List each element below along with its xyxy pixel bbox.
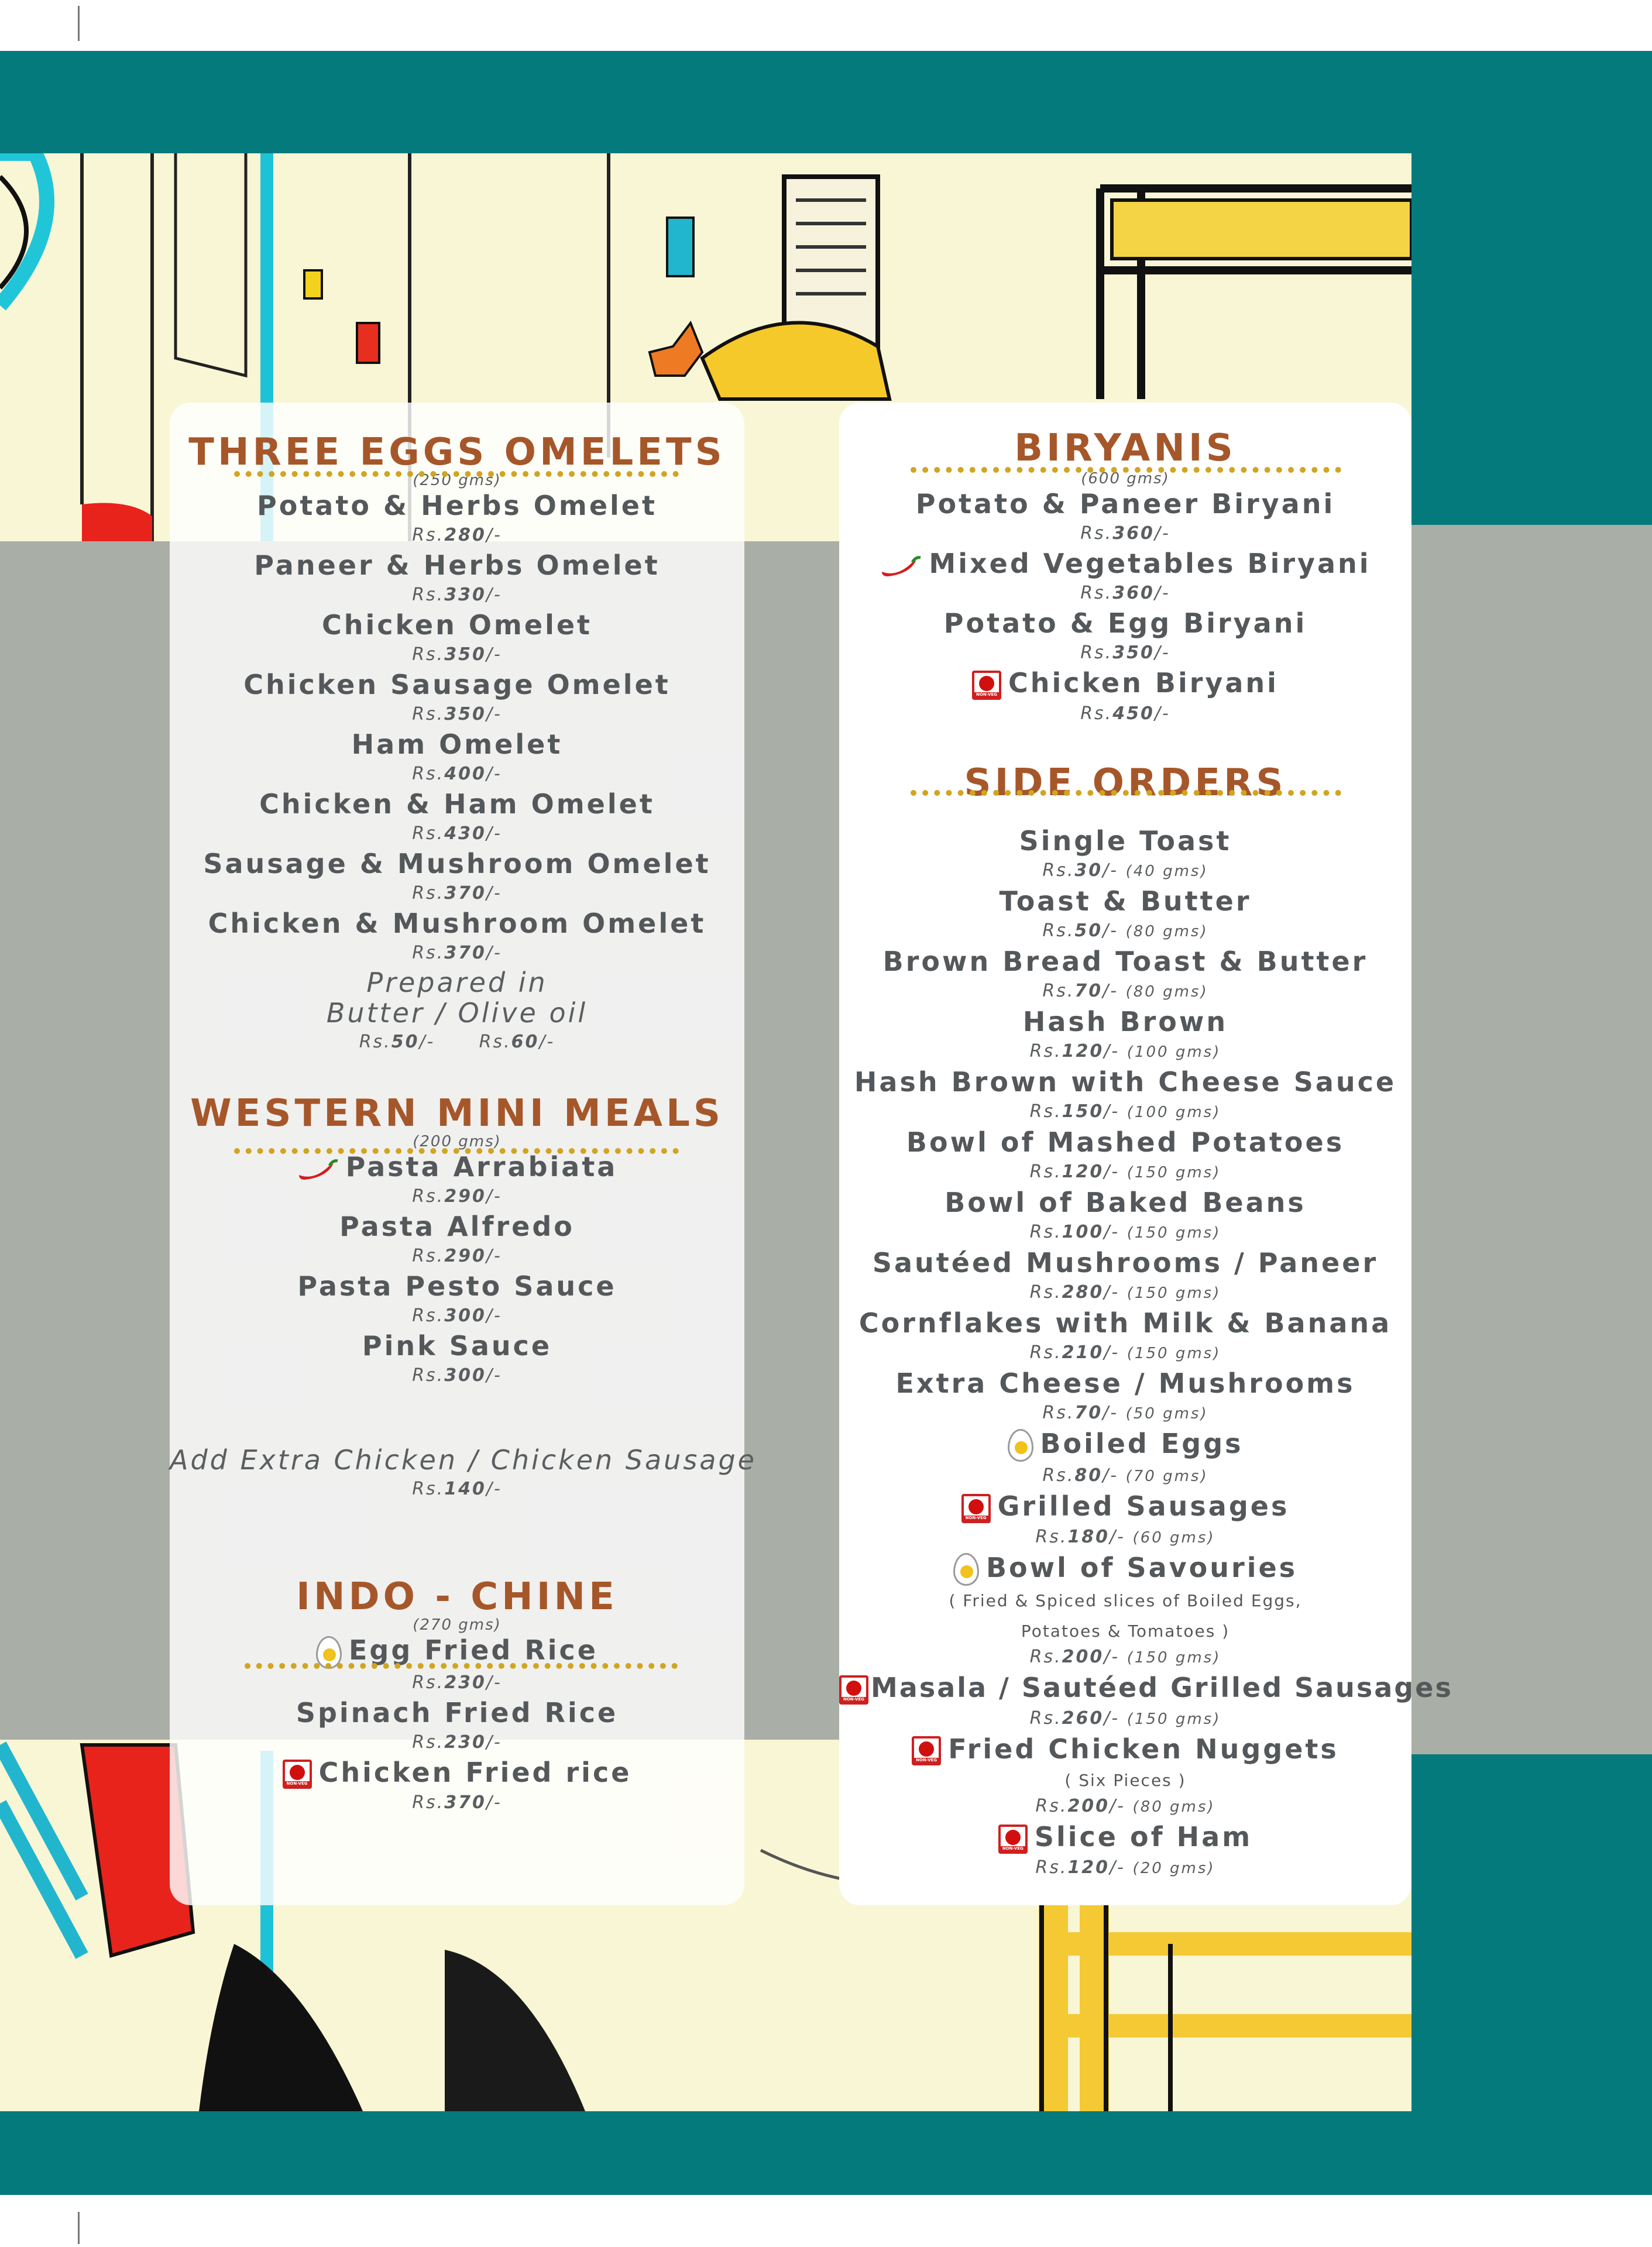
item-name: Sausage & Mushroom Omelet <box>203 848 711 879</box>
item-price: Rs.120/- (100 gms) <box>1029 1040 1221 1061</box>
item-description: ( Fried & Spiced slices of Boiled Eggs, <box>949 1591 1302 1610</box>
item-price: Rs.350/- <box>412 644 502 665</box>
non-veg-icon <box>839 1675 868 1705</box>
menu-item-grilled-sausages <box>839 1490 1411 1552</box>
item-description: Potatoes & Tomatoes ) <box>1021 1621 1230 1641</box>
menu-item-brown-bread-toast <box>839 946 1411 1006</box>
item-price: Rs.400/- <box>412 764 502 784</box>
teal-band-right-upper <box>1411 51 1652 525</box>
menu-item-potato-paneer-biryani <box>839 488 1411 548</box>
menu-item-pasta-arrabiata <box>170 1151 744 1211</box>
item-name: Pink Sauce <box>362 1330 552 1362</box>
menu-item-potato-herbs-omelet <box>170 490 744 549</box>
menu-item-masala-sausages <box>839 1672 1453 1733</box>
left-menu-column <box>170 430 757 1817</box>
crop-mark-bottom <box>78 2212 80 2244</box>
title-dots-biryanis <box>911 467 1341 473</box>
chili-icon <box>880 554 922 578</box>
item-price: Rs.370/- <box>412 943 502 963</box>
item-price: Rs.200/- (80 gms) <box>1035 1796 1215 1816</box>
item-price: Rs.70/- (80 gms) <box>1042 980 1208 1001</box>
item-price: Rs.450/- <box>1080 703 1170 724</box>
menu-item-hash-brown-cheese <box>839 1066 1411 1126</box>
menu-item-single-toast <box>839 825 1411 885</box>
item-price: Rs.300/- <box>412 1305 502 1326</box>
item-price: Rs.280/- <box>412 525 502 545</box>
non-veg-icon <box>972 671 1001 700</box>
item-name: Chicken Omelet <box>321 609 593 641</box>
menu-item-cornflakes <box>839 1307 1411 1368</box>
menu-item-chicken-sausage-omelet <box>170 669 744 729</box>
item-price: Rs.210/- (150 gms) <box>1029 1342 1221 1363</box>
prepared-in-label: Prepared in <box>366 967 548 998</box>
item-name: Chicken & Ham Omelet <box>259 788 655 820</box>
item-name: NON-VEGChicken Fried rice <box>170 1757 744 1789</box>
section-weight-note: (270 gms) <box>413 1616 502 1634</box>
item-price: Rs.80/- (70 gms) <box>1042 1465 1208 1486</box>
prepared-in-prices: Rs.50/- Rs.60/- <box>359 1032 555 1052</box>
item-price: Rs.430/- <box>412 823 502 844</box>
item-name: Boiled Eggs <box>839 1428 1411 1462</box>
item-name: NON-VEGMasala / Sautéed Grilled Sausages <box>839 1672 1411 1705</box>
item-price: Rs.360/- <box>1080 583 1170 603</box>
menu-item-chicken-fried-rice <box>170 1757 744 1817</box>
crop-mark-top <box>78 6 80 41</box>
item-name: NON-VEGChicken Biryani <box>839 667 1411 700</box>
item-name: Pasta Alfredo <box>339 1211 575 1242</box>
item-name: Ham Omelet <box>351 729 563 760</box>
item-description: ( Six Pieces ) <box>1064 1771 1186 1790</box>
item-price: Rs.30/- (40 gms) <box>1042 860 1208 881</box>
item-price: Rs.360/- <box>1080 523 1170 544</box>
title-dots-side-orders <box>911 790 1341 796</box>
item-price: Rs.70/- (50 gms) <box>1042 1402 1208 1423</box>
section-title-three-eggs-omelets: THREE EGGS OMELETS <box>188 431 726 474</box>
egg-icon <box>1008 1429 1033 1462</box>
item-price: Rs.350/- <box>1080 643 1170 663</box>
item-name: Toast & Butter <box>999 885 1252 917</box>
item-price: Rs.300/- <box>412 1365 502 1386</box>
menu-item-sausage-mushroom-omelet <box>170 848 744 908</box>
butter-olive-oil-label: Butter / Olive oil <box>326 997 588 1029</box>
item-price: Rs.120/- (20 gms) <box>1035 1857 1215 1878</box>
non-veg-icon <box>998 1825 1028 1854</box>
item-price: Rs.230/- <box>412 1731 502 1753</box>
menu-item-slice-of-ham <box>839 1821 1411 1882</box>
add-extra-chicken-price: Rs.140/- <box>412 1479 502 1499</box>
menu-item-potato-egg-biryani <box>839 607 1411 667</box>
menu-item-chicken-mushroom-omelet <box>170 908 744 967</box>
item-price: Rs.180/- (60 gms) <box>1035 1526 1215 1547</box>
item-name: Pasta Arrabiata <box>170 1151 744 1183</box>
item-price: Rs.260/- (150 gms) <box>1029 1707 1221 1729</box>
teal-band-bottom <box>0 2111 1652 2195</box>
menu-item-mixed-vegetables-biryani <box>839 548 1411 607</box>
non-veg-icon <box>283 1760 312 1789</box>
item-price: Rs.290/- <box>412 1246 502 1266</box>
item-name: Hash Brown <box>1022 1005 1228 1037</box>
item-name: Sautéed Mushrooms / Paneer <box>872 1246 1379 1279</box>
teal-band-right-lower <box>1411 1754 1652 2195</box>
item-price: Rs.230/- <box>412 1672 502 1693</box>
menu-item-paneer-herbs-omelet <box>170 549 744 609</box>
item-name: Potato & Egg Biryani <box>943 607 1307 639</box>
item-price: Rs.280/- (150 gms) <box>1029 1281 1221 1303</box>
item-name: Potato & Herbs Omelet <box>257 490 657 521</box>
item-price: Rs.330/- <box>412 585 502 605</box>
item-name: Pasta Pesto Sauce <box>297 1270 617 1302</box>
section-weight-note: (250 gms) <box>413 472 502 489</box>
item-name: Spinach Fried Rice <box>296 1696 619 1729</box>
section-title-indo-chine: INDO - CHINE <box>296 1575 618 1619</box>
title-dots-indo-chine <box>245 1663 678 1669</box>
title-dots-western <box>234 1148 679 1154</box>
item-name: NON-VEGFried Chicken Nuggets <box>839 1733 1411 1766</box>
menu-item-chicken-omelet <box>170 609 744 669</box>
item-price: Rs.350/- <box>412 704 502 724</box>
menu-item-spinach-fried-rice <box>170 1697 744 1757</box>
section-weight-note: (200 gms) <box>413 1133 502 1150</box>
item-name: Extra Cheese / Mushrooms <box>895 1367 1355 1399</box>
menu-item-ham-omelet <box>170 729 744 788</box>
item-name: Potato & Paneer Biryani <box>915 488 1335 520</box>
section-weight-note: (600 gms) <box>1081 470 1170 487</box>
item-name: Chicken Sausage Omelet <box>243 669 671 700</box>
item-price: Rs.50/- (80 gms) <box>1042 920 1208 941</box>
item-name: Egg Fried Rice <box>170 1634 744 1669</box>
menu-item-hash-brown <box>839 1006 1411 1066</box>
item-name: Chicken & Mushroom Omelet <box>208 908 706 939</box>
item-price: Rs.100/- (150 gms) <box>1029 1221 1221 1242</box>
menu-item-pasta-pesto-sauce <box>170 1270 744 1330</box>
right-menu-column <box>839 426 1453 1882</box>
item-price: Rs.120/- (150 gms) <box>1029 1161 1221 1182</box>
item-name: Mixed Vegetables Biryani <box>839 548 1411 579</box>
item-name: Bowl of Mashed Potatoes <box>906 1126 1345 1158</box>
item-name: Single Toast <box>1019 824 1232 857</box>
egg-icon <box>953 1553 979 1586</box>
menu-item-chicken-nuggets <box>839 1733 1411 1822</box>
menu-item-extra-cheese <box>839 1368 1411 1428</box>
menu-item-toast-butter <box>839 885 1411 946</box>
grey-band-right <box>1411 525 1652 1754</box>
non-veg-icon <box>912 1736 941 1765</box>
non-veg-icon <box>961 1494 991 1523</box>
menu-item-bowl-of-savouries <box>839 1552 1411 1672</box>
item-name: Hash Brown with Cheese Sauce <box>854 1066 1397 1098</box>
teal-band-top <box>0 51 1652 156</box>
item-name: Brown Bread Toast & Butter <box>882 945 1368 977</box>
item-name: Paneer & Herbs Omelet <box>254 549 660 581</box>
item-price: Rs.370/- <box>412 883 502 903</box>
chili-icon <box>297 1157 339 1181</box>
section-title-side-orders: SIDE ORDERS <box>964 761 1287 805</box>
menu-item-baked-beans <box>839 1187 1411 1247</box>
menu-item-sauteed-mushrooms <box>839 1247 1411 1307</box>
menu-item-pink-sauce <box>170 1330 744 1390</box>
menu-item-chicken-biryani <box>839 667 1411 728</box>
item-name: NON-VEGGrilled Sausages <box>839 1490 1411 1523</box>
menu-item-chicken-ham-omelet <box>170 788 744 848</box>
item-name: Cornflakes with Milk & Banana <box>858 1307 1392 1339</box>
item-name: NON-VEGSlice of Ham <box>839 1821 1411 1854</box>
section-title-biryanis: BIRYANIS <box>1014 427 1237 470</box>
item-price: Rs.200/- (150 gms) <box>1029 1647 1221 1667</box>
item-name: Bowl of Savouries <box>839 1552 1411 1586</box>
item-price: Rs.290/- <box>412 1186 502 1207</box>
menu-item-boiled-eggs <box>839 1428 1411 1491</box>
menu-item-pasta-alfredo <box>170 1211 744 1270</box>
item-name: Bowl of Baked Beans <box>945 1186 1306 1218</box>
add-extra-chicken-label: Add Extra Chicken / Chicken Sausage <box>170 1444 757 1476</box>
section-title-western-mini-meals: WESTERN MINI MEALS <box>190 1092 724 1135</box>
title-dots-omelets <box>234 471 679 477</box>
menu-item-mashed-potatoes <box>839 1126 1411 1187</box>
item-price: Rs.150/- (100 gms) <box>1029 1101 1221 1122</box>
item-price: Rs.370/- <box>412 1792 502 1813</box>
